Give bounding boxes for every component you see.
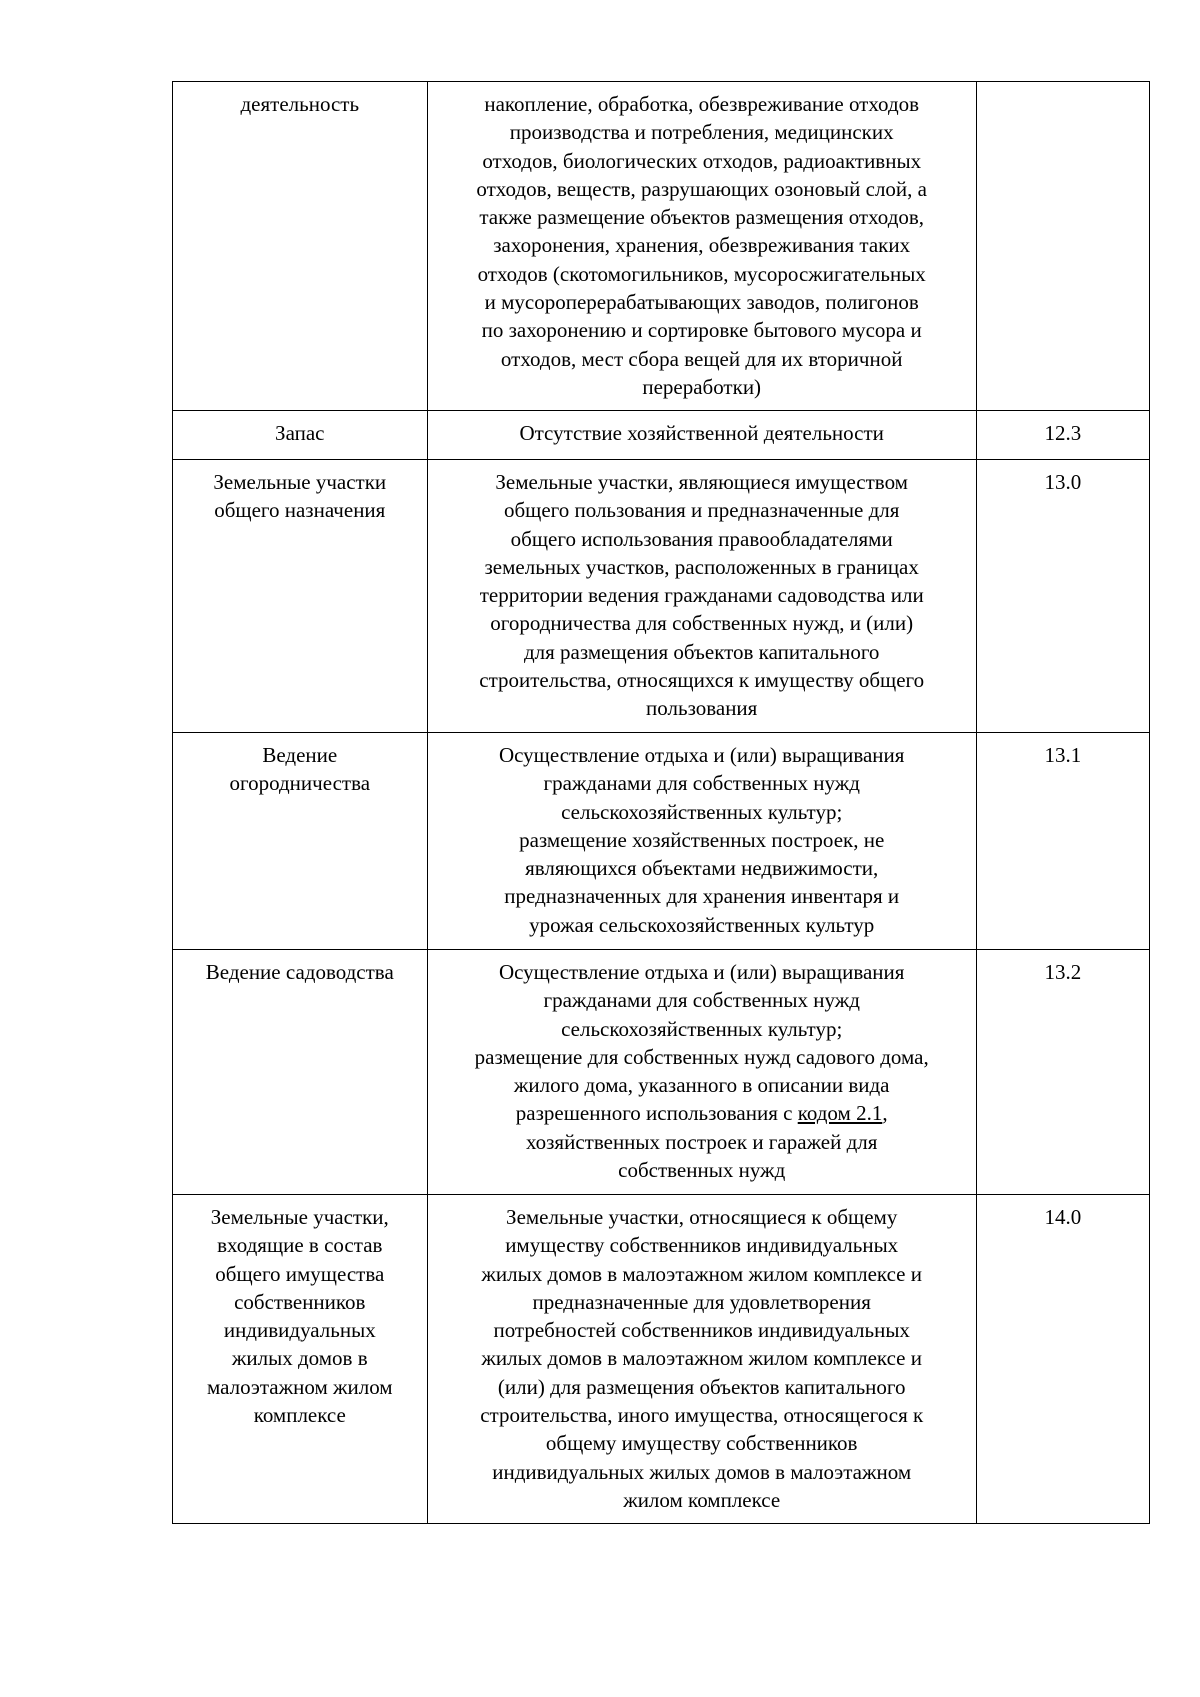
land-use-description-cell: Земельные участки, относящиеся к общему имуществу собственников индивидуальных жилых домов в малоэтажном жилом комплексе и предназначенные для удовлетворения потребностей собственников индивидуальных жилых домов в малоэтажном жилом комплексе и (или) для размещения объектов капитального строительства, иного имущества, относящегося к общему имуществу собственников индивидуальных жилых домов в малоэтажном жилом комплексе — [427, 1195, 976, 1524]
land-use-description-cell: накопление, обработка, обезвреживание отходов производства и потребления, медицинских отходов, биологических отходов, радиоактивных отходов, веществ, разрушающих озоновый слой, а также размещение объектов размещения отходов, захоронения, хранения, обезвреживания таких отходов (скотомогильников, мусоросжигательных и мусороперерабатывающих заводов, полигонов по захоронению и сортировке бытового мусора и отходов, мест сбора вещей для их вторичной переработки) — [427, 82, 976, 411]
table-row — [173, 950, 1150, 1195]
land-use-code-cell: 12.3 — [976, 411, 1149, 460]
table-row — [173, 733, 1150, 950]
land-use-name-cell: Земельные участки общего назначения — [173, 460, 428, 733]
land-use-code-cell: 14.0 — [976, 1195, 1149, 1524]
description-text-before-link: Осуществление отдыха и (или) выращивания гражданами для собственных нужд сельскохозяйственных культур; размещение для собственных нужд садового дома, жилого дома, указанного в описании вида разрешенного использования с — [474, 960, 929, 1126]
land-use-name-cell: деятельность — [173, 82, 428, 411]
land-use-name-cell: Ведение садоводства — [173, 950, 428, 1195]
land-use-description-cell: Осуществление отдыха и (или) выращивания гражданами для собственных нужд сельскохозяйственных культур; размещение хозяйственных построек, не являющихся объектами недвижимости, предназначенных для хранения инвентаря и урожая сельскохозяйственных культур — [427, 733, 976, 950]
table-row — [173, 411, 1150, 460]
table-row — [173, 460, 1150, 733]
land-use-code-cell — [976, 82, 1149, 411]
code-2-1-link[interactable]: кодом 2.1 — [797, 1101, 883, 1126]
land-use-name-cell: Ведение огородничества — [173, 733, 428, 950]
description-text-after-link: , хозяйственных построек и гаражей для собственных нужд — [525, 1101, 888, 1183]
land-use-code-cell: 13.2 — [976, 950, 1149, 1195]
table-row — [173, 82, 1150, 411]
land-use-description-cell: Отсутствие хозяйственной деятельности — [427, 411, 976, 460]
land-use-name-cell: Запас — [173, 411, 428, 460]
land-use-table — [172, 81, 1150, 1524]
land-use-description-cell — [427, 950, 976, 1195]
land-use-name-cell: Земельные участки, входящие в состав общего имущества собственников индивидуальных жилых домов в малоэтажном жилом комплексе — [173, 1195, 428, 1524]
land-use-description-cell: Земельные участки, являющиеся имуществом общего пользования и предназначенные для общего использования правообладателями земельных участков, расположенных в границах территории ведения гражданами садоводства или огородничества для собственных нужд, и (или) для размещения объектов капитального строительства, относящихся к имуществу общего пользования — [427, 460, 976, 733]
table-row — [173, 1195, 1150, 1524]
land-use-code-cell: 13.1 — [976, 733, 1149, 950]
land-use-code-cell: 13.0 — [976, 460, 1149, 733]
